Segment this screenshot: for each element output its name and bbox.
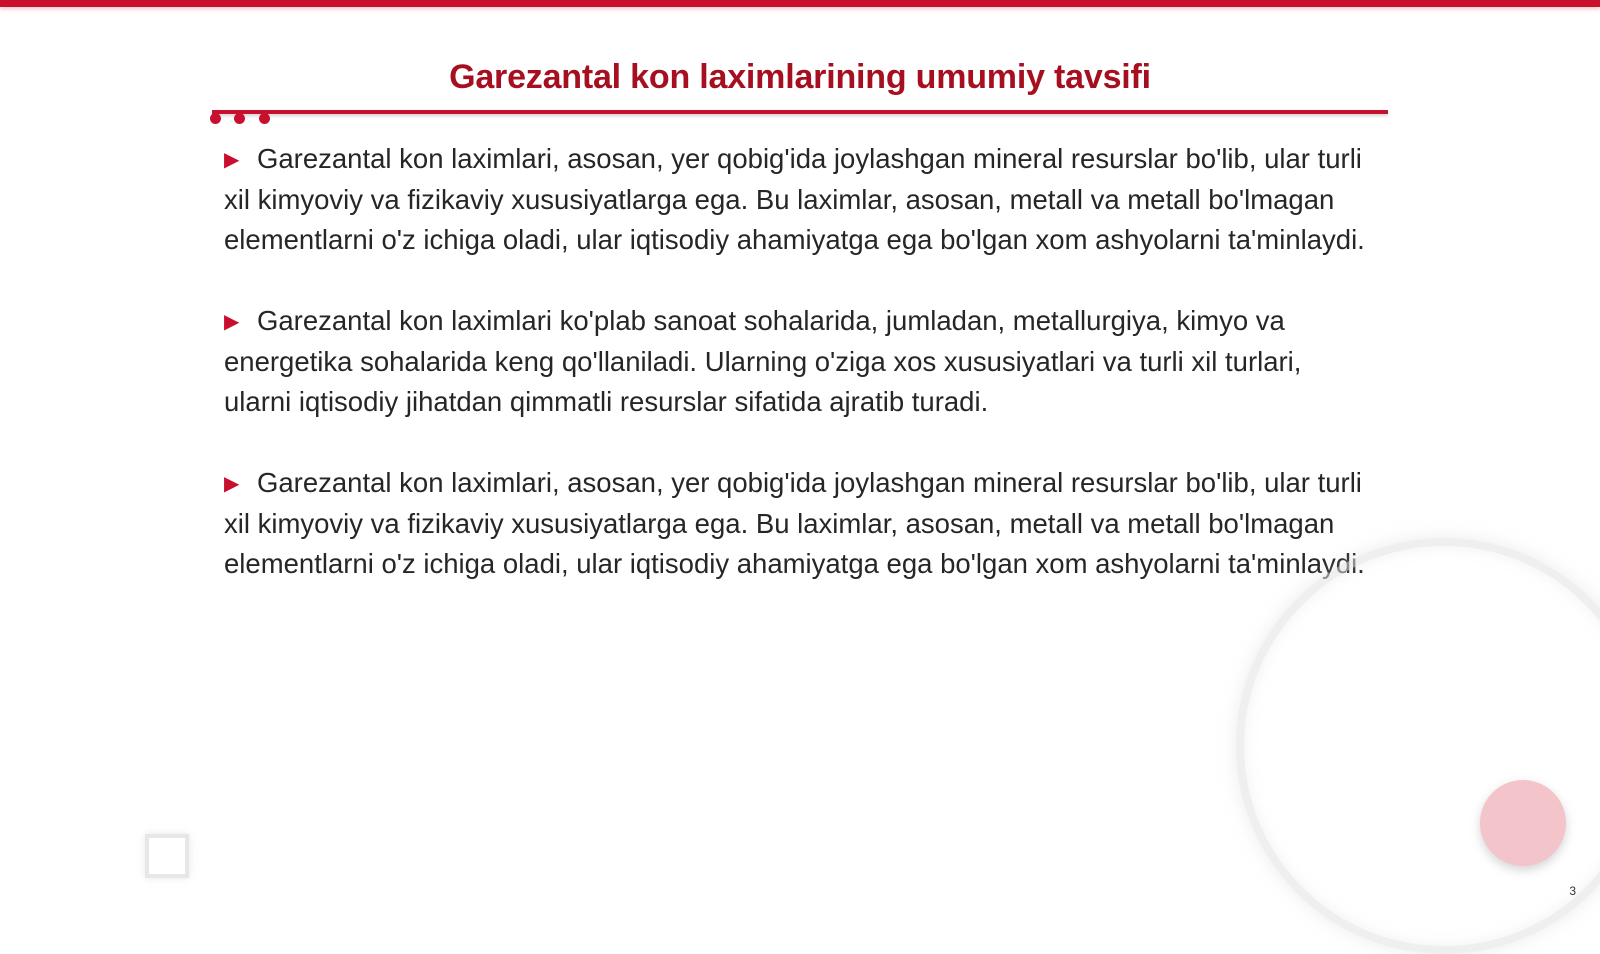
paragraph-text: Garezantal kon laximlari, asosan, yer qobig'ida joylashgan mineral resurslar bo'lib, ular turli xil kimyoviy va fizikaviy xususiyatlarga ega. Bu laximlar, asosan, metall va metall bo'lmagan elementlarni o'z ichiga oladi, ular iqtisodiy ahamiyatga ega bo'lgan xom ashyolarni ta'minlaydi. bbox=[224, 143, 1365, 255]
decorative-square bbox=[145, 834, 189, 878]
decorative-dot bbox=[210, 113, 221, 124]
decorative-pink-circle bbox=[1480, 780, 1566, 866]
bullet-triangle-icon: ▶ bbox=[224, 311, 240, 333]
page-number: 3 bbox=[1569, 884, 1576, 898]
decorative-dot bbox=[234, 113, 245, 124]
bullet-list bbox=[224, 139, 1374, 625]
top-accent-bar bbox=[0, 0, 1600, 7]
bullet-triangle-icon: ▶ bbox=[224, 473, 240, 495]
decorative-dot bbox=[259, 113, 270, 124]
paragraph-text: Garezantal kon laximlari ko'plab sanoat sohalarida, jumladan, metallurgiya, kimyo va energetika sohalarida keng qo'llaniladi. Ularning o'ziga xos xususiyatlari va turli xil turlari, ularni iqtisodiy jihatdan qimmatli resurslar sifatida ajratib turadi. bbox=[224, 305, 1302, 417]
bullet-paragraph bbox=[224, 139, 1374, 260]
bullet-triangle-icon: ▶ bbox=[224, 149, 240, 171]
bullet-paragraph bbox=[224, 301, 1374, 422]
bullet-paragraph bbox=[224, 463, 1374, 584]
paragraph-text: Garezantal kon laximlari, asosan, yer qobig'ida joylashgan mineral resurslar bo'lib, ular turli xil kimyoviy va fizikaviy xususiyatlarga ega. Bu laximlar, asosan, metall va metall bo'lmagan elementlarni o'z ichiga oladi, ular iqtisodiy ahamiyatga ega bo'lgan xom ashyolarni ta'minlaydi. bbox=[224, 467, 1365, 579]
slide-title: Garezantal kon laximlarining umumiy tavsifi bbox=[449, 58, 1151, 96]
title-underline bbox=[212, 110, 1388, 114]
